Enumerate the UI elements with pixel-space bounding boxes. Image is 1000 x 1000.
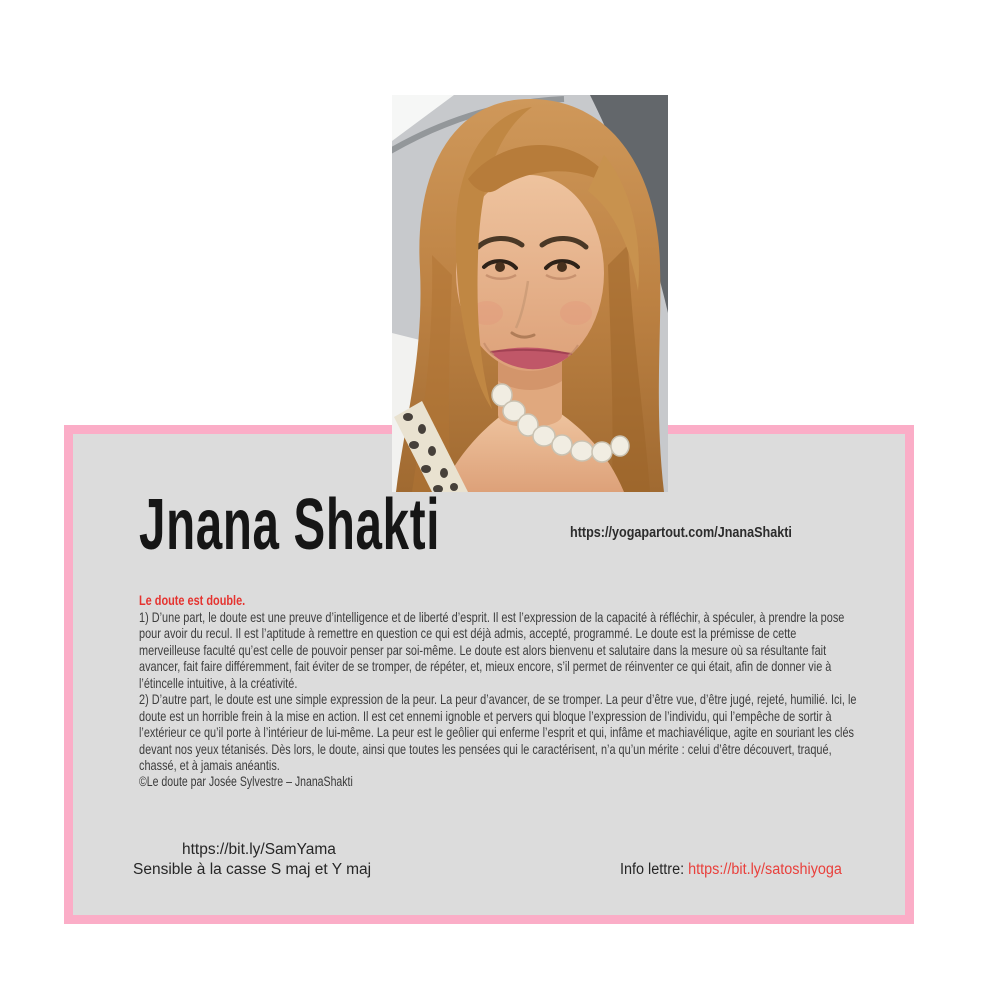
quote-paragraph-1: 1) D’une part, le doute est une preuve d’intelligence et de liberté d’esprit. Il est l’expression de la capacité à réfléchir, à spéculer, à prendre la pose pour avoir du recul. Il est l’aptitude à remettre en question ce qui est déjà admis, accepté, programmé. Le doute est la prémisse de cette merveilleuse faculté qu’est celle de pouvoir penser par soi-même. Le doute est alors bienvenu et salutaire dans la mesure où sa résultante fait avancer, fait faire différemment, fait éviter de se tromper, de répéter, et, mieux encore, s’il permet de réinventer ce qui était, afin de donner vie à l’étincelle intuitive, à la créativité. xyxy=(139,608,845,691)
quote-attribution: ©Le doute par Josée Sylvestre – JnanaShakti xyxy=(139,773,353,789)
quote-paragraph-2: 2) D’autre part, le doute est une simple expression de la peur. La peur d’avancer, de se tromper. La peur d’être vue, d’être jugé, rejeté, humilié. Ici, le doute est un horrible frein à la mise en action. Il est cet ennemi ignoble et pervers qui bloque l’expression de l’individu, qui l’empêche de sortir à l’extérieur ce qu’il porte à l’intérieur de lui-même. La peur est le geôlier qui enferme l’esprit et qui, infâme et machiavélique, agite en souriant les clés devant nos yeux tétanisés. Dès lors, le doute, ainsi que toutes les pensées qui le caractérisent, n’a qu’un mérite : celui d’être découvert, traqué, chassé, et à jamais anéantis. xyxy=(139,691,857,773)
newsletter-link[interactable]: https://bit.ly/satoshiyoga xyxy=(688,861,842,878)
quote-heading: Le doute est double. xyxy=(139,592,246,608)
portrait-photo-illustration xyxy=(392,95,668,492)
newsletter-label: Info lettre: xyxy=(620,861,689,878)
page-title: Jnana Shakti xyxy=(139,485,441,565)
yogapartout-link[interactable]: https://yogapartout.com/JnanaShakti xyxy=(570,524,792,541)
samyama-link[interactable]: https://bit.ly/SamYama xyxy=(182,841,336,858)
portrait-photo xyxy=(392,95,668,492)
newsletter-line xyxy=(620,860,842,879)
quote-text-block xyxy=(139,592,857,790)
case-sensitivity-note: Sensible à la casse S maj et Y maj xyxy=(133,861,372,878)
